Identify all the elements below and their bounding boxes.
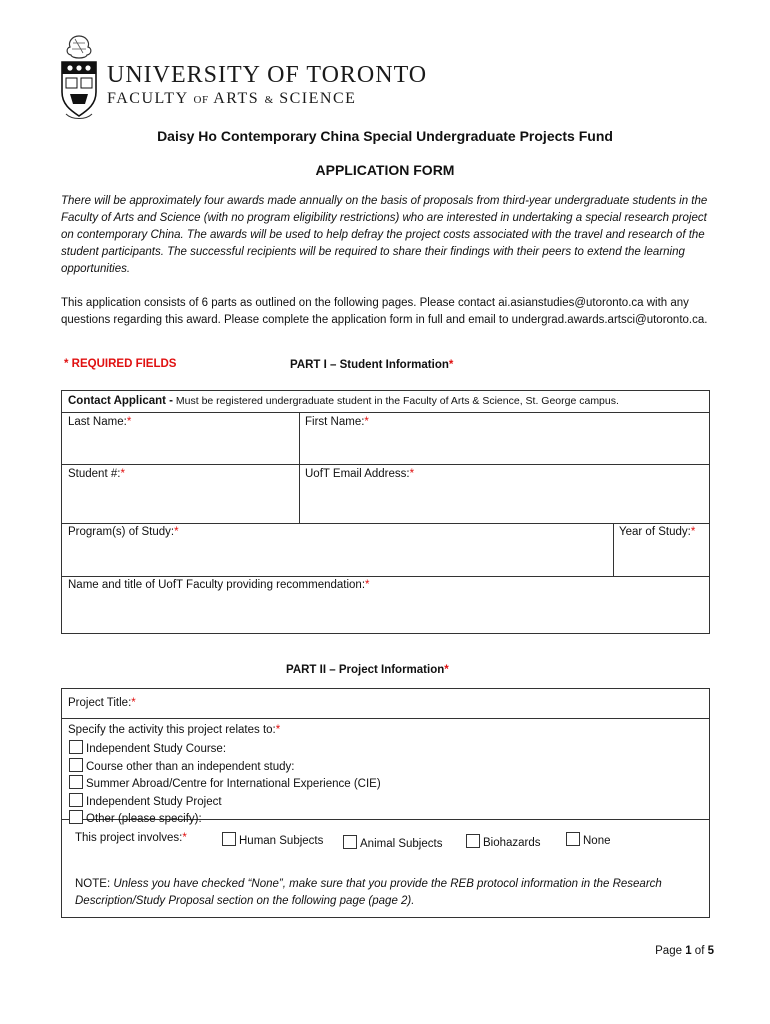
checkbox[interactable] bbox=[69, 810, 83, 824]
checkbox[interactable] bbox=[69, 740, 83, 754]
project-involves-label: This project involves:* bbox=[75, 832, 187, 844]
uoft-email-label: UofT Email Address:* bbox=[305, 468, 415, 480]
project-title-label: Project Title:* bbox=[68, 697, 136, 709]
faculty-name: FACULTY OF ARTS & SCIENCE bbox=[107, 90, 357, 107]
checkbox[interactable] bbox=[69, 793, 83, 807]
part1-table bbox=[61, 390, 710, 634]
activity-option[interactable]: Course other than an independent study: bbox=[69, 758, 381, 776]
part2-heading: PART II – Project Information* bbox=[286, 664, 449, 676]
form-subtitle: APPLICATION FORM bbox=[315, 162, 455, 178]
checkbox[interactable] bbox=[69, 758, 83, 772]
crest-icon bbox=[58, 34, 100, 122]
program-of-study-label: Program(s) of Study:* bbox=[68, 526, 179, 538]
activity-options bbox=[69, 740, 381, 828]
year-of-study-label: Year of Study:* bbox=[619, 526, 696, 538]
contact-applicant-label: Contact Applicant - Must be registered undergraduate student in the Faculty of Arts & Science, St. George campus. bbox=[68, 395, 619, 407]
involves-none[interactable]: None bbox=[566, 832, 611, 847]
involves-animal-subjects[interactable]: Animal Subjects bbox=[343, 835, 442, 850]
involves-biohazards[interactable]: Biohazards bbox=[466, 834, 541, 849]
contact-paragraph: This application consists of 6 parts as outlined on the following pages. Please contact ai.asianstudies@utoronto.ca with any questions regarding this award. Please complete the application form in full and email to undergrad.awards.artsci@utoronto.ca. bbox=[61, 297, 708, 326]
activity-option[interactable]: Independent Study Project bbox=[69, 793, 381, 811]
activity-option[interactable]: Summer Abroad/Centre for International Experience (CIE) bbox=[69, 775, 381, 793]
checkbox[interactable] bbox=[69, 775, 83, 789]
checkbox[interactable] bbox=[466, 834, 480, 848]
first-name-label: First Name:* bbox=[305, 416, 369, 428]
form-title: Daisy Ho Contemporary China Special Undergraduate Projects Fund bbox=[157, 128, 613, 144]
activity-option[interactable]: Other (please specify): bbox=[69, 810, 381, 828]
involves-human-subjects[interactable]: Human Subjects bbox=[222, 832, 323, 847]
activity-label: Specify the activity this project relates to:* bbox=[68, 724, 281, 736]
intro-paragraph: There will be approximately four awards made annually on the basis of proposals from third-year undergraduate students in the Faculty of Arts and Science (with no program eligibility restrictions) who are interested in undertaking a special research project on contemporary China. The awards will be used to help defray the project costs associated with the travel and research of the student participants. The successful recipients will be required to share their findings with their peers to extend the learning opportunities. bbox=[61, 195, 708, 275]
last-name-label: Last Name:* bbox=[68, 416, 132, 428]
university-logo bbox=[58, 34, 438, 124]
part1-heading: PART I – Student Information* bbox=[290, 359, 454, 371]
activity-option[interactable]: Independent Study Course: bbox=[69, 740, 381, 758]
page-number: Page 1 of 5 bbox=[655, 945, 714, 957]
reb-note: NOTE: Unless you have checked “None”, make sure that you provide the REB protocol information in the Research Description/Study Proposal section on the following page (page 2). bbox=[75, 878, 662, 907]
university-name: UNIVERSITY OF TORONTO bbox=[107, 62, 428, 88]
faculty-recommendation-label: Name and title of UofT Faculty providing recommendation:* bbox=[68, 579, 370, 591]
checkbox[interactable] bbox=[343, 835, 357, 849]
required-fields-note: * REQUIRED FIELDS bbox=[64, 358, 177, 370]
checkbox[interactable] bbox=[566, 832, 580, 846]
student-number-label: Student #:* bbox=[68, 468, 125, 480]
checkbox[interactable] bbox=[222, 832, 236, 846]
